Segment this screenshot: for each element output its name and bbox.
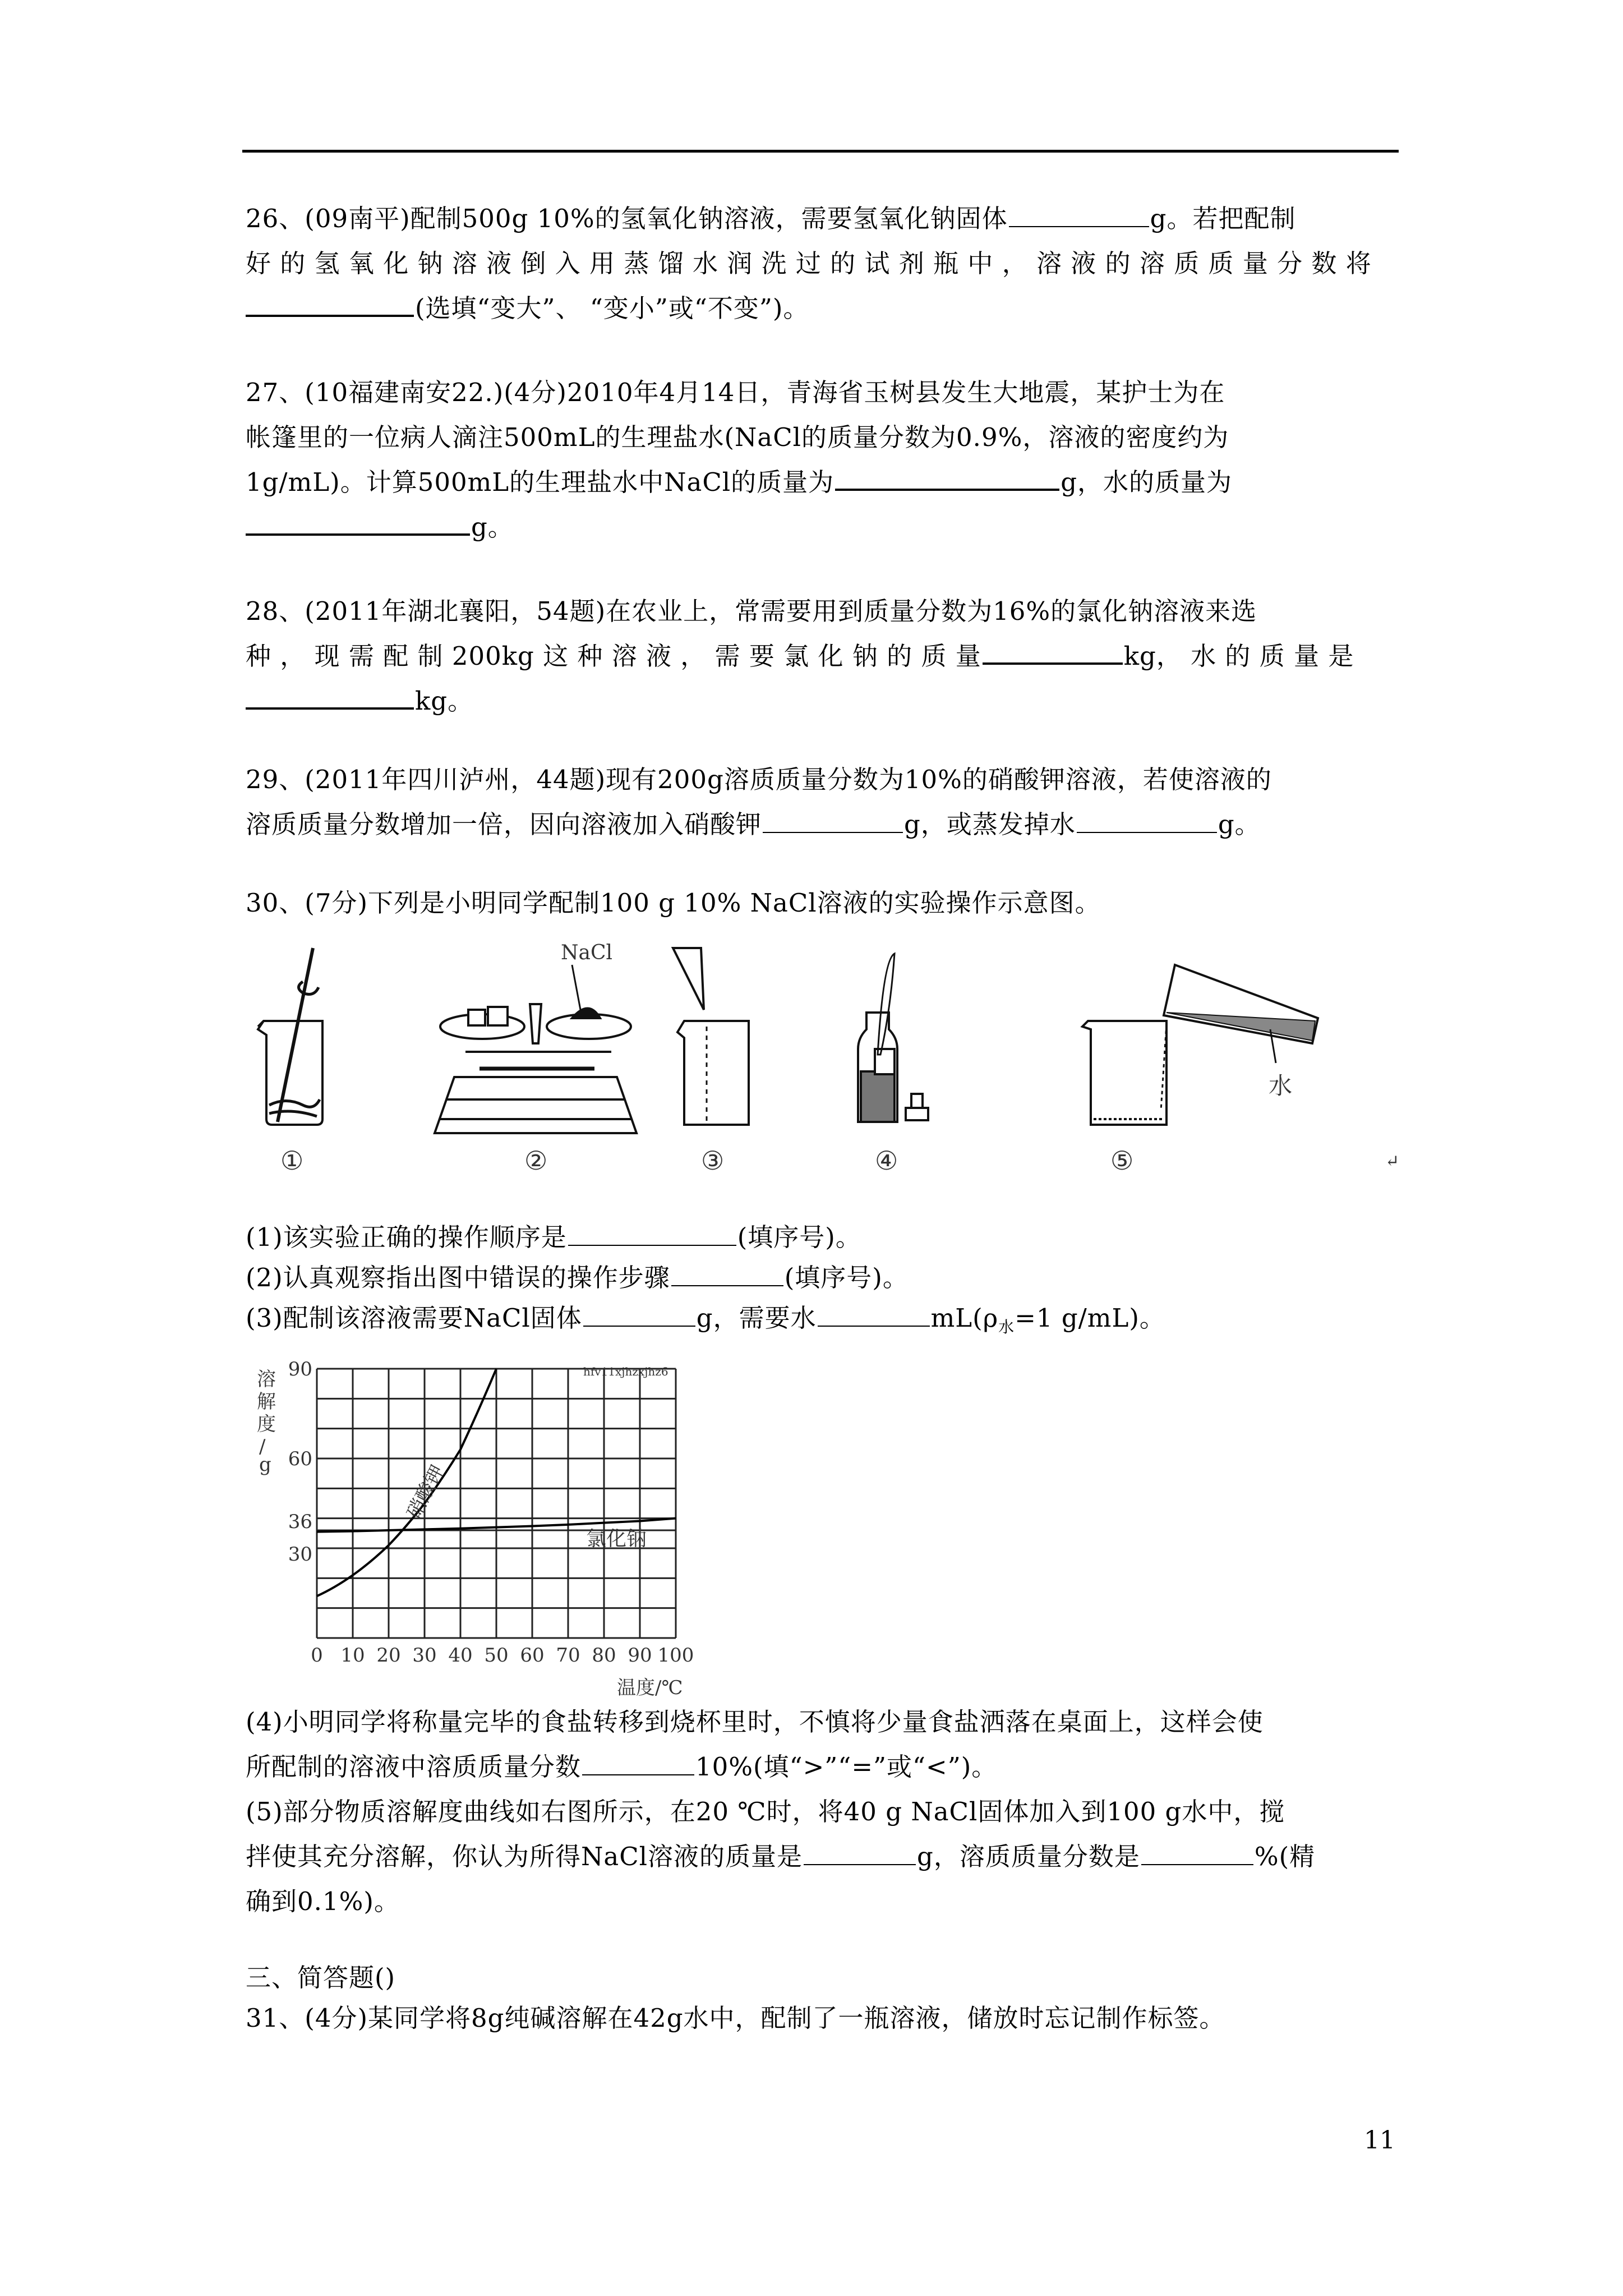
series-line-kno3 bbox=[317, 1369, 496, 1596]
step-label-1: ① bbox=[280, 1145, 304, 1176]
x-tick-label: 80 bbox=[592, 1644, 616, 1667]
q27-line4: g。 bbox=[246, 505, 1401, 550]
x-tick-label: 100 bbox=[657, 1644, 694, 1667]
q30-part3: (3)配制该溶液需要NaCl固体 g，需要水 $mL(\rho_水=1$ g/mL)。 bbox=[246, 1298, 1401, 1347]
section-3 bbox=[246, 1958, 1401, 2039]
q28-blank-1[interactable] bbox=[983, 637, 1123, 665]
step-2-balance bbox=[435, 965, 637, 1133]
y-tick-label: 90 bbox=[288, 1358, 312, 1381]
question-29 bbox=[246, 757, 1401, 847]
apparatus-figure bbox=[247, 931, 1402, 1178]
q29-blank-1[interactable] bbox=[763, 807, 903, 833]
q27-blank-2[interactable] bbox=[246, 508, 470, 536]
chart-watermark: hfv11xjhzxjhz6 bbox=[583, 1365, 668, 1378]
step-label-5: ⑤ bbox=[1110, 1145, 1134, 1176]
q26-line3: (选填“变大”、 “变小”或“不变”)。 bbox=[246, 286, 1401, 331]
q26-line1: 26、(09南平)配制500g 10%的氢氧化钠溶液，需要氢氧化钠固体 g。若把配制 bbox=[246, 196, 1401, 241]
step-1-beaker-stirring bbox=[258, 948, 322, 1125]
q30-part5-line2: 拌使其充分溶解，你认为所得NaCl溶液的质量是 g，溶质质量分数是 %(精 bbox=[246, 1834, 1401, 1879]
q30-blank-nacl-mass[interactable] bbox=[583, 1300, 695, 1327]
y-tick-label: 30 bbox=[288, 1543, 312, 1566]
x-tick-label: 20 bbox=[376, 1644, 401, 1667]
q29-line1: 29、(2011年四川泸州，44题)现有200g溶质质量分数为10%的硝酸钾溶液，若使溶液的 bbox=[246, 765, 1272, 794]
x-tick-label: 40 bbox=[448, 1644, 473, 1667]
q30-part5-line3: 确到0.1%)。 bbox=[246, 1887, 400, 1916]
question-30-parts-1-3 bbox=[246, 1217, 1401, 1347]
q30-blank-compare[interactable] bbox=[582, 1749, 694, 1775]
q27-blank-1[interactable] bbox=[835, 463, 1059, 491]
x-tick-label: 70 bbox=[556, 1644, 580, 1667]
x-tick-label: 10 bbox=[340, 1644, 365, 1667]
q30-blank-water-volume[interactable] bbox=[818, 1300, 930, 1327]
return-mark: ↵ bbox=[1385, 1152, 1400, 1171]
q28-line1: 28、(2011年湖北襄阳，54题)在农业上，常需要用到质量分数为16%的氯化钠溶液来选 bbox=[246, 596, 1257, 626]
q30-blank-mass-fraction[interactable] bbox=[1141, 1839, 1253, 1865]
x-tick-label: 30 bbox=[412, 1644, 437, 1667]
step-3-beaker-pouring bbox=[673, 948, 749, 1125]
chart-grid bbox=[317, 1369, 676, 1638]
solubility-chart bbox=[247, 1352, 694, 1700]
question-30-parts-4-5 bbox=[246, 1700, 1401, 1924]
question-30-intro: 30、(7分)下列是小明同学配制100 g 10% NaCl溶液的实验操作示意图。 bbox=[246, 888, 1101, 918]
series-label-nacl: 氯化钠 bbox=[586, 1527, 647, 1550]
x-tick-label: 90 bbox=[628, 1644, 652, 1667]
q27-line2: 帐篷里的一位病人滴注500mL的生理盐水(NaCl的质量分数为0.9%，溶液的密度约为 bbox=[246, 422, 1229, 452]
q30-blank-solution-mass[interactable] bbox=[804, 1839, 916, 1865]
q30-blank-error-step[interactable] bbox=[671, 1260, 783, 1286]
water-label: 水 bbox=[1269, 1072, 1293, 1099]
q30-part5-line1: (5)部分物质溶解度曲线如右图所示，在20 ℃时，将40 g NaCl固体加入到100 g水中，搅 bbox=[246, 1797, 1285, 1826]
q26-blank-2[interactable] bbox=[246, 289, 414, 317]
q30-part4-line1: (4)小明同学将称量完毕的食盐转移到烧杯里时，不慎将少量食盐洒落在桌面上，这样会使 bbox=[246, 1707, 1264, 1737]
q28-line2: 种 ， 现 需 配 制 200kg 这 种 溶 液 ， 需 要 氯 化 钠 的 质 量 kg， 水 的 质 量 是 bbox=[246, 634, 1401, 679]
q29-line2: 溶质质量分数增加一倍，因向溶液加入硝酸钾 g，或蒸发掉水 g。 bbox=[246, 802, 1401, 847]
q26-line2: 好 的 氢 氧 化 钠 溶 液 倒 入 用 蒸 馏 水 润 洗 过 的 试 剂 瓶 中 ， 溶 液 的 溶 质 质 量 分 数 将 bbox=[246, 249, 1372, 278]
q30-part2: (2)认真观察指出图中错误的操作步骤 (填序号)。 bbox=[246, 1258, 1401, 1298]
page-number: 11 bbox=[1364, 2126, 1395, 2155]
x-tick-label: 0 bbox=[311, 1644, 323, 1667]
q27-line1: 27、(10福建南安22.)(4分)2010年4月14日，青海省玉树县发生大地震，某护士为在 bbox=[246, 378, 1225, 407]
step-4-reagent-jar bbox=[858, 954, 928, 1122]
y-tick-label: 36 bbox=[288, 1511, 312, 1533]
header-rule bbox=[242, 150, 1399, 153]
y-tick-label: 60 bbox=[288, 1448, 312, 1470]
q30-blank-order[interactable] bbox=[568, 1220, 736, 1246]
question-31: 31、(4分)某同学将8g纯碱溶解在42g水中，配制了一瓶溶液，储放时忘记制作标签。 bbox=[246, 2003, 1225, 2033]
question-27 bbox=[246, 370, 1401, 550]
q28-blank-2[interactable] bbox=[246, 682, 414, 710]
question-26 bbox=[246, 196, 1401, 331]
x-axis-label: 温度/℃ bbox=[617, 1677, 683, 1699]
step-label-2: ② bbox=[524, 1145, 548, 1176]
step-5-pouring-water bbox=[1082, 965, 1318, 1125]
series-label-kno3: 硝酸钾 bbox=[402, 1461, 449, 1523]
q30-part4-line2: 所配制的溶液中溶质质量分数 10%(填“>”“=”或“<”)。 bbox=[246, 1745, 1401, 1789]
y-axis-label: 溶解度/ g bbox=[257, 1368, 276, 1476]
q26-blank-1[interactable] bbox=[1009, 201, 1149, 227]
section-3-heading: 三、简答题() bbox=[246, 1963, 396, 1993]
balance-nacl-label: NaCl bbox=[561, 941, 613, 964]
x-tick-label: 50 bbox=[484, 1644, 509, 1667]
q28-line3: kg。 bbox=[246, 679, 1401, 724]
step-label-3: ③ bbox=[701, 1145, 725, 1176]
q29-blank-2[interactable] bbox=[1077, 807, 1217, 833]
question-28 bbox=[246, 589, 1401, 724]
q27-line3: 1g/mL)。计算500mL的生理盐水中NaCl的质量为 g，水的质量为 bbox=[246, 460, 1401, 505]
q30-part1: (1)该实验正确的操作顺序是 (填序号)。 bbox=[246, 1217, 1401, 1258]
step-label-4: ④ bbox=[875, 1145, 898, 1176]
x-tick-label: 60 bbox=[520, 1644, 545, 1667]
